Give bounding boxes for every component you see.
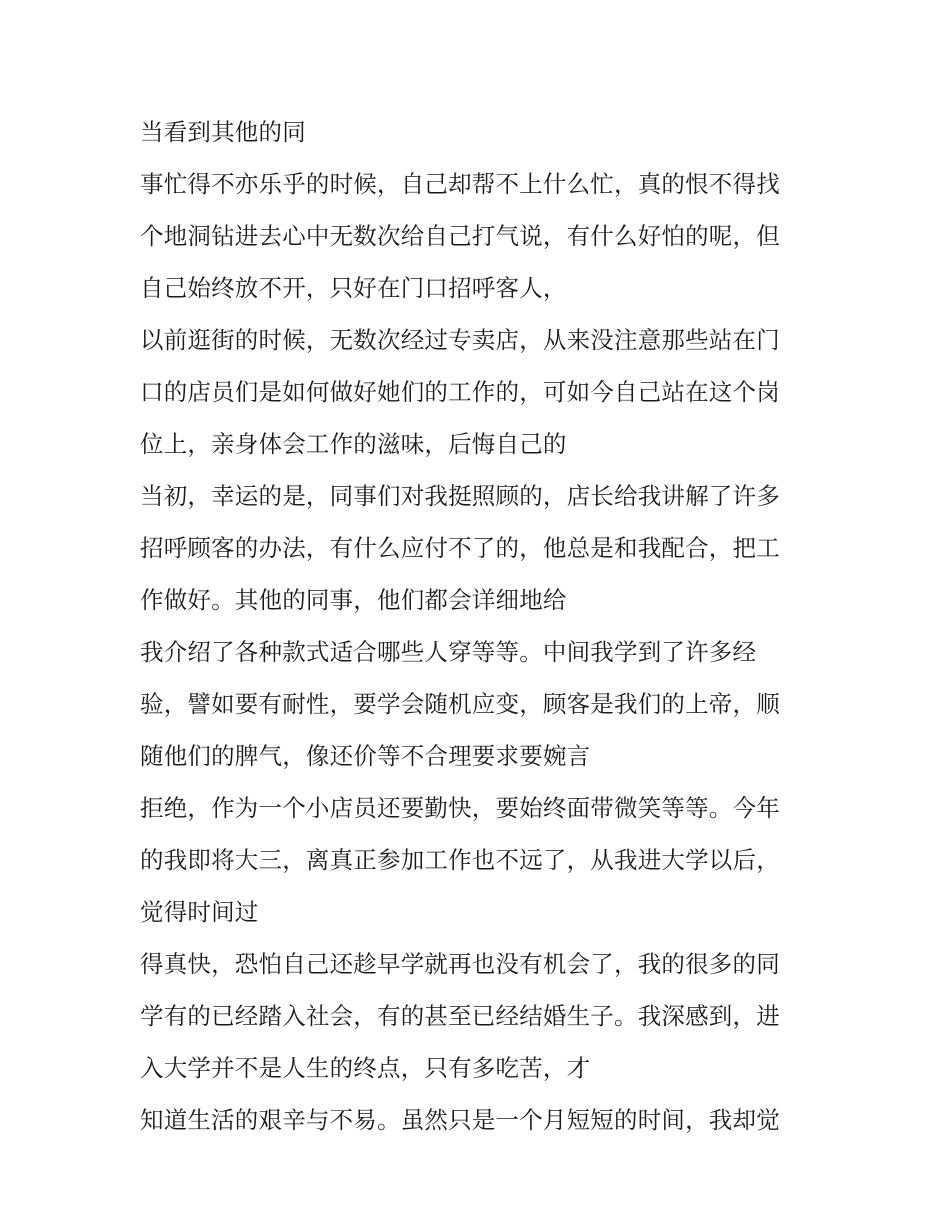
text-line: 以前逛街的时候，无数次经过专卖店，从来没注意那些站在门 — [140, 326, 780, 354]
text-line: 验，譬如要有耐性，要学会随机应变，顾客是我们的上帝，顺 — [140, 690, 780, 718]
text-line: 得真快，恐怕自己还趁早学就再也没有机会了，我的很多的同 — [140, 950, 780, 978]
text-line: 觉得时间过 — [140, 898, 259, 926]
text-line: 当看到其他的同 — [140, 118, 306, 146]
text-line: 随他们的脾气，像还价等不合理要求要婉言 — [140, 742, 591, 770]
text-line: 自己始终放不开，只好在门口招呼客人， — [140, 274, 567, 302]
text-line: 事忙得不亦乐乎的时候，自己却帮不上什么忙，真的恨不得找 — [140, 170, 780, 198]
text-line: 作做好。其他的同事，他们都会详细地给 — [140, 586, 567, 614]
document-body — [140, 106, 820, 1146]
text-line: 口的店员们是如何做好她们的工作的，可如今自己站在这个岗 — [140, 378, 780, 406]
text-line: 的我即将大三，离真正参加工作也不远了，从我进大学以后， — [140, 846, 780, 874]
text-line: 知道生活的艰辛与不易。虽然只是一个月短短的时间，我却觉 — [140, 1106, 780, 1134]
text-line: 入大学并不是人生的终点，只有多吃苦，才 — [140, 1054, 591, 1082]
text-line: 当初，幸运的是，同事们对我挺照顾的，店长给我讲解了许多 — [140, 482, 780, 510]
text-line: 学有的已经踏入社会，有的甚至已经结婚生子。我深感到，进 — [140, 1002, 780, 1030]
text-line: 拒绝，作为一个小店员还要勤快，要始终面带微笑等等。今年 — [140, 794, 780, 822]
text-line: 招呼顾客的办法，有什么应付不了的，他总是和我配合，把工 — [140, 534, 780, 562]
text-line: 我介绍了各种款式适合哪些人穿等等。中间我学到了许多经 — [140, 638, 757, 666]
text-line: 个地洞钻进去心中无数次给自己打气说，有什么好怕的呢，但 — [140, 222, 780, 250]
text-line: 位上，亲身体会工作的滋味，后悔自己的 — [140, 430, 567, 458]
